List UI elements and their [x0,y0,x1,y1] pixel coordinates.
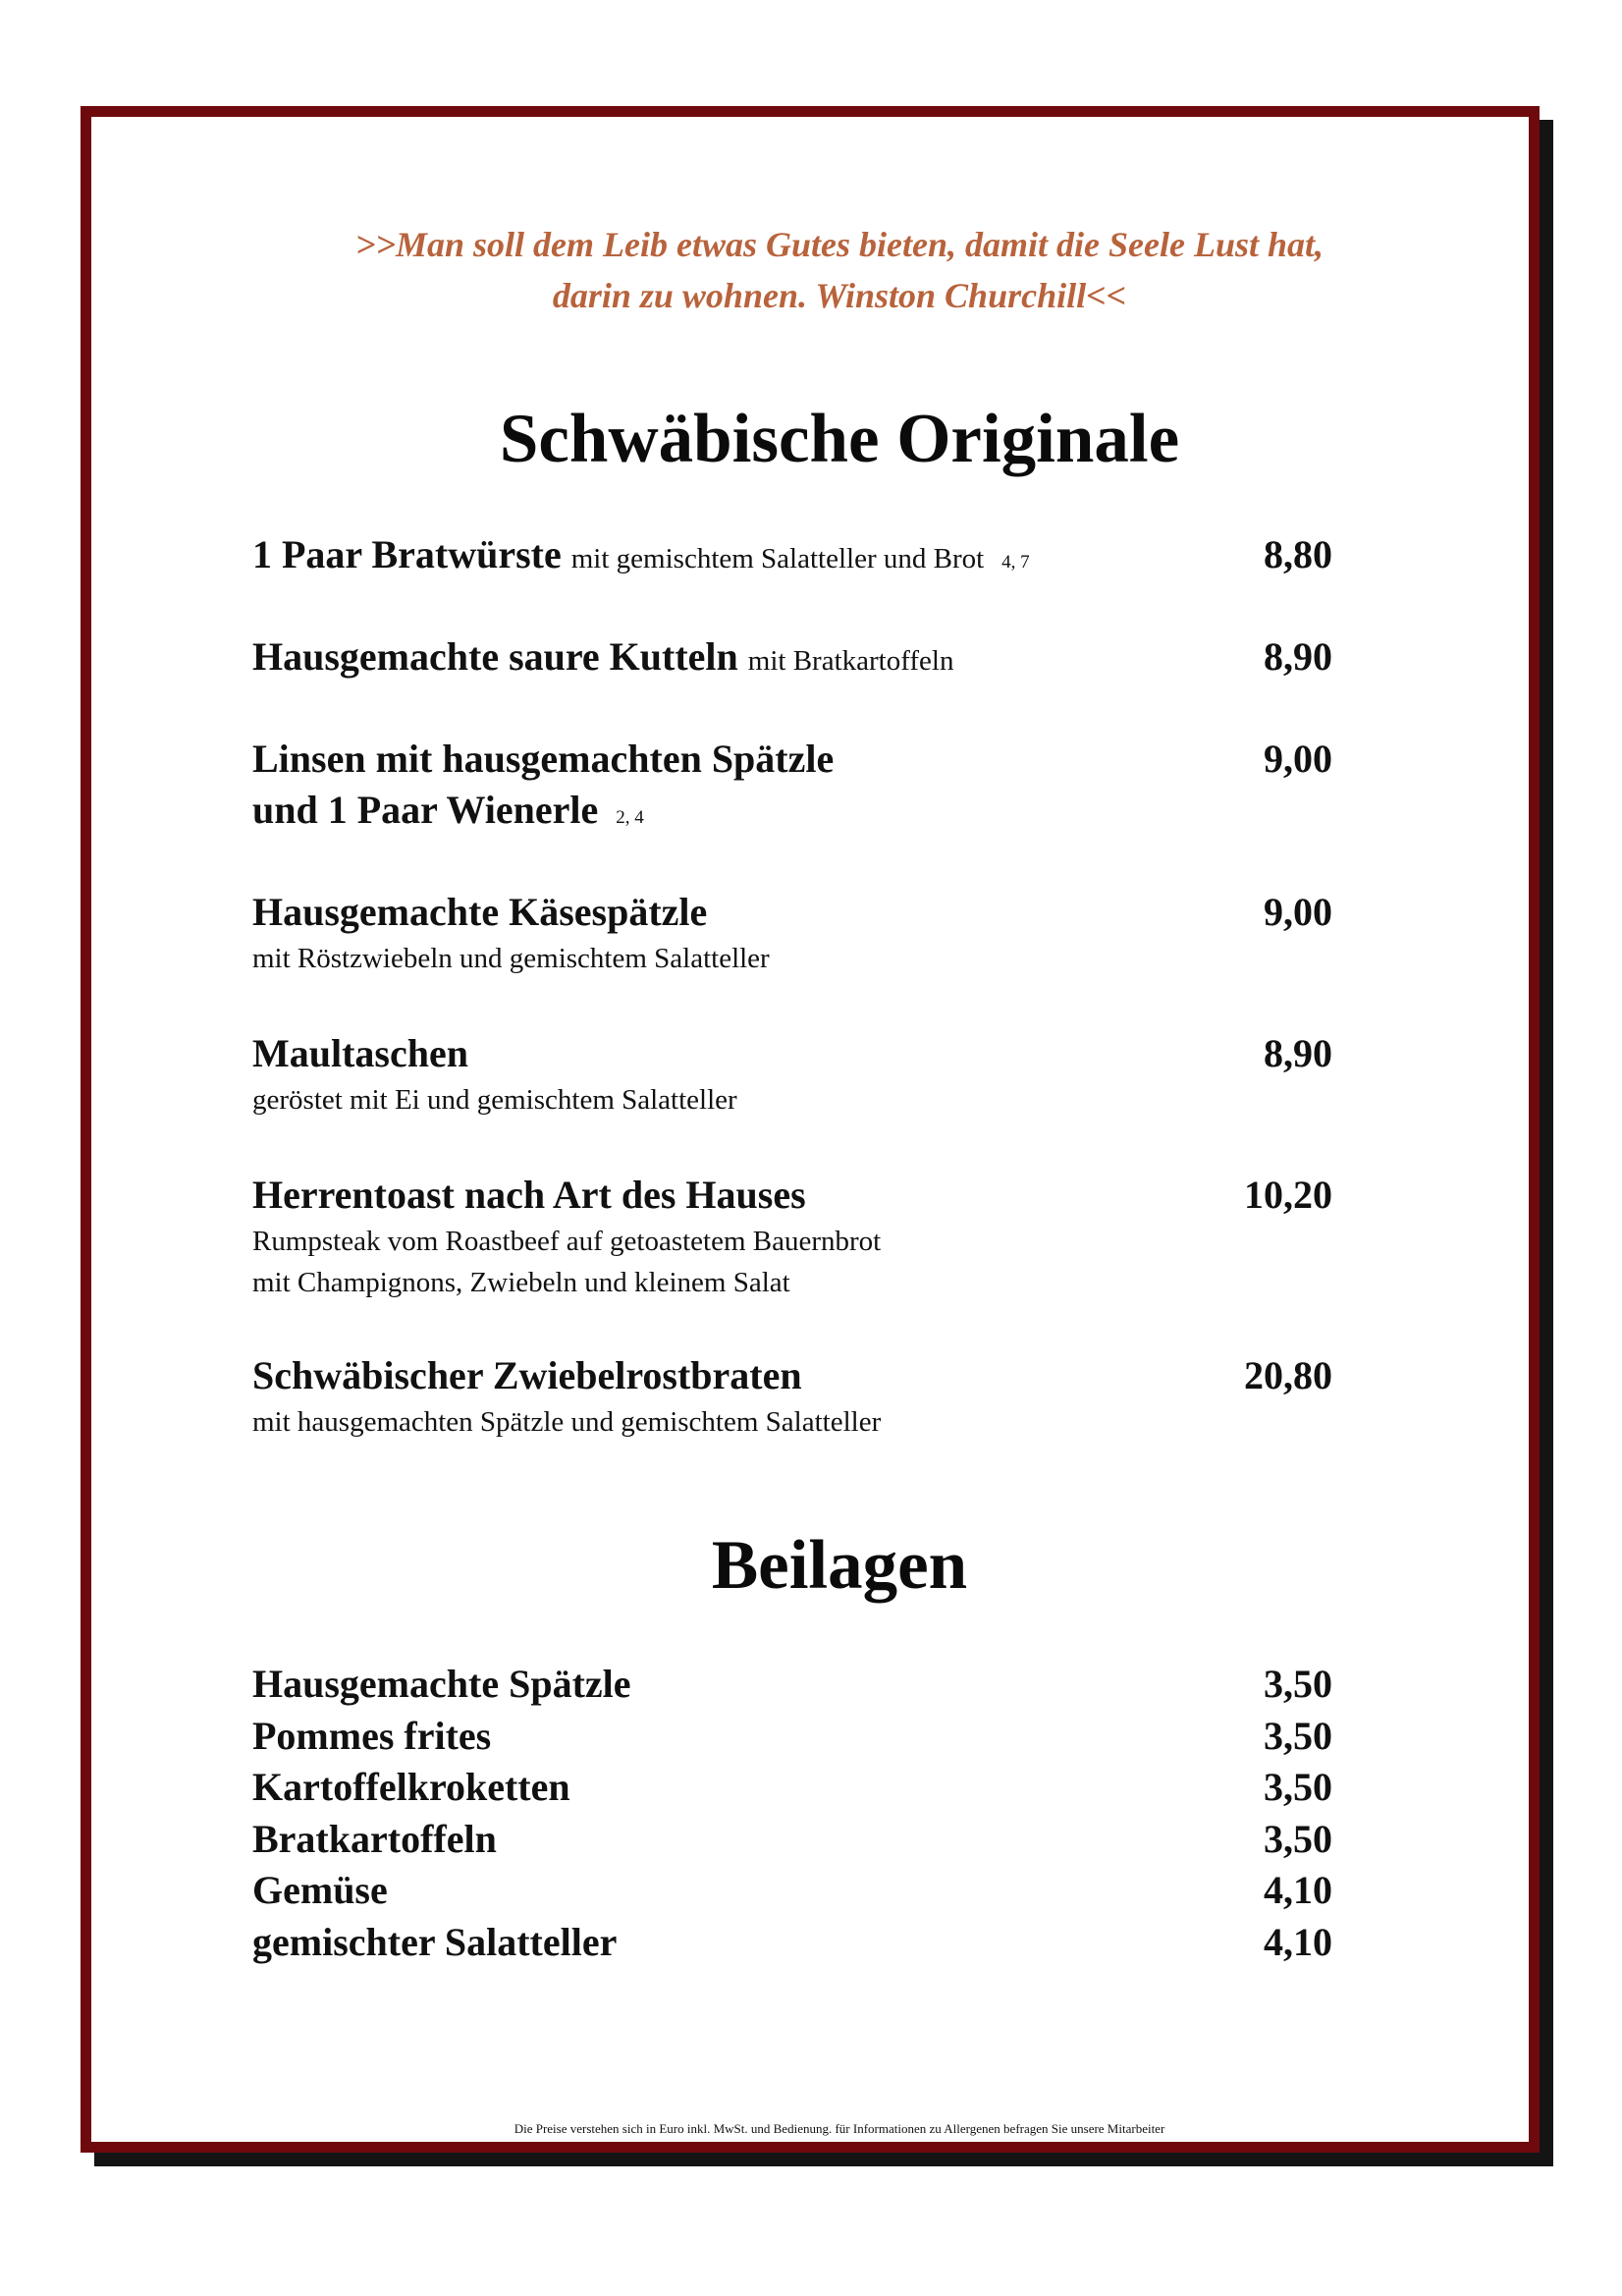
side-name: Gemüse [252,1868,388,1912]
side-name: Kartoffelkroketten [252,1765,570,1809]
item-description: Rumpsteak vom Roastbeef auf getoastetem Bauernbrot [252,1226,882,1257]
side-price: 3,50 [1264,1713,1332,1758]
side-price: 4,10 [1264,1919,1332,1964]
churchill-quote [91,219,1529,321]
side-price: 3,50 [1264,1816,1332,1861]
menu-item [252,631,1332,686]
item-description: mit Röstzwiebeln und gemischtem Salatteller [252,943,770,974]
item-price: 9,00 [1264,890,1332,934]
sides-list [252,1659,1332,1968]
item-price: 8,90 [1264,634,1332,679]
item-name: Schwäbischer Zwiebelrostbraten [252,1353,802,1397]
menu-item [252,734,1332,844]
quote-line-1: >>Man soll dem Leib etwas Gutes bieten, damit die Seele Lust hat, [354,225,1324,264]
menu-item [252,529,1332,588]
item-inline-desc: mit Bratkartoffeln [747,645,954,677]
item-name: Hausgemachte Käsespätzle [252,890,708,934]
quote-line-2: darin zu wohnen. Winston Churchill<< [552,276,1127,315]
price-disclaimer: Die Preise verstehen sich in Euro inkl. MwSt. und Bedienung. für Informationen zu Allergenen befragen Sie unsere Mitarbeiter [514,2121,1165,2136]
item-name: Hausgemachte saure Kutteln [252,634,738,679]
item-name: Maultaschen [252,1031,468,1075]
list-item [252,1814,1332,1866]
item-price: 8,90 [1264,1031,1332,1075]
side-name: gemischter Salatteller [252,1919,618,1964]
section-title-beilagen: Beilagen [711,1527,968,1604]
menu-page [81,106,1540,2153]
menu-item [252,1350,1332,1443]
item-description: mit Champignons, Zwiebeln und kleinem Salat [252,1267,790,1298]
item-description: mit hausgemachten Spätzle und gemischtem Salatteller [252,1406,882,1438]
side-name: Hausgemachte Spätzle [252,1662,631,1706]
menu-item [252,1028,1332,1121]
item-name: 1 Paar Bratwürste [252,532,562,576]
item-price: 9,00 [1264,737,1332,781]
item-price: 8,80 [1264,532,1332,576]
item-inline-desc: mit gemischtem Salatteller und Brot [570,543,985,574]
allergen-note: 4, 7 [1001,552,1030,573]
list-item [252,1917,1332,1969]
side-name: Bratkartoffeln [252,1816,497,1861]
menu-item [252,1170,1332,1303]
item-description: geröstet mit Ei und gemischtem Salatteller [252,1084,737,1116]
item-name-continued: und 1 Paar Wienerle [252,788,599,832]
menu-item [252,887,1332,979]
list-item [252,1762,1332,1814]
list-item [252,1659,1332,1711]
list-item [252,1865,1332,1917]
side-name: Pommes frites [252,1713,492,1758]
side-price: 3,50 [1264,1765,1332,1809]
item-price: 20,80 [1244,1353,1332,1397]
list-item [252,1711,1332,1763]
section-title-originale: Schwäbische Originale [499,401,1180,477]
side-price: 3,50 [1264,1662,1332,1706]
item-name: Herrentoast nach Art des Hauses [252,1173,806,1217]
item-price: 10,20 [1244,1173,1332,1217]
allergen-note: 2, 4 [616,807,644,828]
side-price: 4,10 [1264,1868,1332,1912]
item-name: Linsen mit hausgemachten Spätzle [252,737,835,781]
